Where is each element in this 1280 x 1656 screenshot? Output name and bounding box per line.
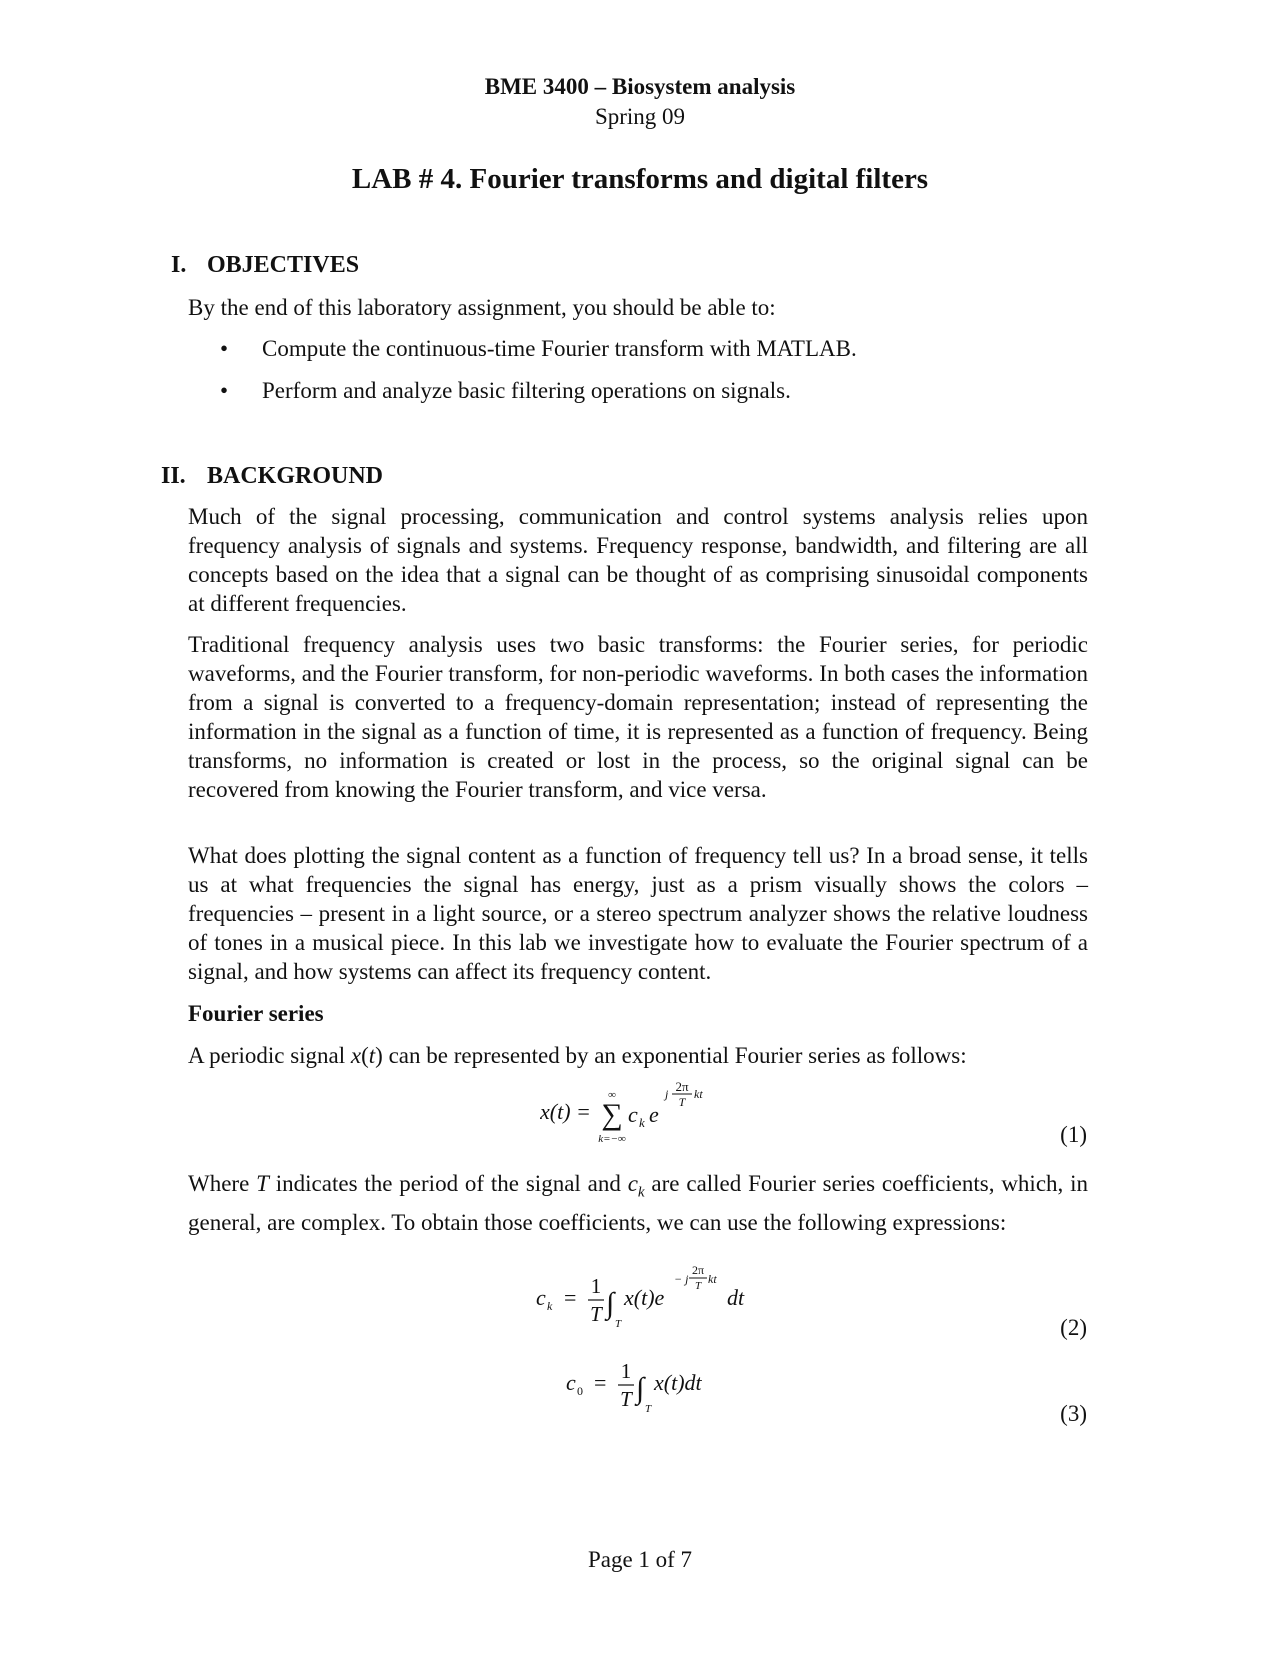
- variable-x: x: [350, 1043, 362, 1068]
- text-run: Where: [188, 1171, 257, 1196]
- eq3-body: x(t)dt: [654, 1370, 702, 1395]
- eq2-frac-den: T: [590, 1302, 602, 1326]
- bullet-text: Compute the continuous-time Fourier transform with MATLAB.: [262, 336, 857, 361]
- section-heading-objectives: [171, 252, 359, 279]
- section-number: I.: [171, 252, 187, 278]
- equation-3: [566, 1348, 736, 1418]
- section-number: II.: [161, 463, 186, 489]
- eq2-frac-num: 1: [590, 1274, 602, 1298]
- fourier-series-intro: [188, 1041, 1088, 1070]
- eq2-body: x(t)e: [624, 1285, 665, 1310]
- eq1-exp-num: 2π: [675, 1080, 689, 1094]
- eq1-exp-den: T: [678, 1095, 686, 1109]
- variable-c: c: [627, 1171, 638, 1196]
- text-run: indicates the period of the signal and: [268, 1171, 628, 1196]
- eq2-integral-sub: T: [615, 1318, 622, 1330]
- eq2-exp-num: 2π: [691, 1263, 705, 1277]
- eq2-lhs: c: [536, 1285, 546, 1310]
- eq1-sum-bottom: k=−∞: [598, 1133, 626, 1145]
- eq3-frac-den: T: [620, 1387, 632, 1411]
- equation-2: [536, 1257, 756, 1333]
- equation-1-number: (1): [1060, 1122, 1087, 1147]
- eq2-diff: dt: [727, 1285, 745, 1310]
- eq1-coef-sub: k: [639, 1115, 645, 1130]
- eq3-integral: ∫: [636, 1372, 645, 1405]
- eq3-frac-num: 1: [620, 1359, 632, 1383]
- eq2-exp-den: T: [694, 1280, 702, 1292]
- background-paragraph-1: Much of the signal processing, communication and control systems analysis relies upon frequency analysis of signals and systems. Frequency response, bandwidth, and filtering are all concepts based on the idea that a signal can be thought of as comprising sinusoidal components at different frequencies.: [188, 504, 1088, 616]
- variable-t: t: [368, 1043, 376, 1068]
- eq3-lhs: c: [566, 1370, 576, 1395]
- eq2-lhs-sub: k: [547, 1299, 553, 1313]
- text-run: (: [361, 1043, 369, 1068]
- eq1-base: e: [649, 1102, 659, 1127]
- variable-T: T: [256, 1171, 269, 1196]
- bullet-icon: •: [220, 378, 229, 403]
- text-run: A periodic signal: [188, 1043, 351, 1068]
- fourier-series-heading: Fourier series: [188, 1001, 324, 1026]
- page-number: Page 1 of 7: [587, 1547, 693, 1572]
- eq1-sum-top: ∞: [608, 1089, 616, 1101]
- eq1-coef: c: [628, 1102, 638, 1127]
- bullet-text: Perform and analyze basic filtering operations on signals.: [262, 378, 791, 403]
- eq1-exp-j: j: [665, 1087, 669, 1101]
- text-run: are called Fourier series coefficients, which, in general, are complex. To obtain those coefficients, we can use the following expressions:: [188, 1171, 1089, 1235]
- eq1-exp-kt: kt: [694, 1087, 703, 1101]
- eq2-exp-j: − j: [674, 1272, 689, 1286]
- section-title: BACKGROUND: [207, 463, 384, 489]
- eq1-lhs: x(t) =: [540, 1099, 591, 1124]
- background-paragraph-3: What does plotting the signal content as a function of frequency tell us? In a broad sense, it tells us at what frequencies the signal has energy, just as a prism visually shows the colors – frequencies – present in a light source, or a stereo spectrum analyzer shows the relative loudness of tones in a musical piece. In this lab we investigate how to evaluate the Fourier spectrum of a signal, and how systems can affect its frequency content.: [188, 843, 1088, 984]
- section-title: OBJECTIVES: [207, 252, 360, 278]
- eq1-sum-symbol: ∑: [601, 1098, 623, 1131]
- objectives-intro: By the end of this laboratory assignment, you should be able to:: [188, 295, 776, 320]
- eq3-integral-sub: T: [645, 1403, 652, 1415]
- equation-1: [540, 1080, 740, 1146]
- subscript-k: k: [637, 1184, 645, 1201]
- background-paragraph-2: Traditional frequency analysis uses two basic transforms: the Fourier series, for periodic waveforms, and the Fourier transform, for non-periodic waveforms. In both cases the information from a signal is converted to a frequency-domain representation; instead of representing the information in the signal as a function of time, it is represented as a function of frequency. Being transforms, no information is created or lost in the process, so the original signal can be recovered from knowing the Fourier transform, and vice versa.: [188, 632, 1088, 802]
- equation-3-number: (3): [1060, 1401, 1087, 1426]
- coefficients-paragraph: [188, 1169, 1088, 1237]
- bullet-icon: •: [220, 336, 229, 361]
- section-heading-background: [161, 463, 383, 490]
- eq2-equals: =: [564, 1285, 577, 1310]
- eq2-integral: ∫: [606, 1287, 615, 1320]
- lab-title: LAB # 4. Fourier transforms and digital filters: [351, 163, 929, 195]
- eq2-exp-kt: kt: [708, 1272, 717, 1286]
- text-run: can be represented by an exponential Fourier series as follows:: [382, 1043, 967, 1068]
- objective-bullet: [220, 376, 791, 405]
- course-term: Spring 09: [594, 104, 686, 129]
- eq3-equals: =: [594, 1370, 607, 1395]
- eq3-lhs-sub: 0: [577, 1384, 583, 1398]
- objective-bullet: [220, 334, 857, 363]
- text-run: ): [375, 1043, 383, 1068]
- equation-2-number: (2): [1060, 1315, 1087, 1340]
- course-title: BME 3400 – Biosystem analysis: [484, 74, 796, 99]
